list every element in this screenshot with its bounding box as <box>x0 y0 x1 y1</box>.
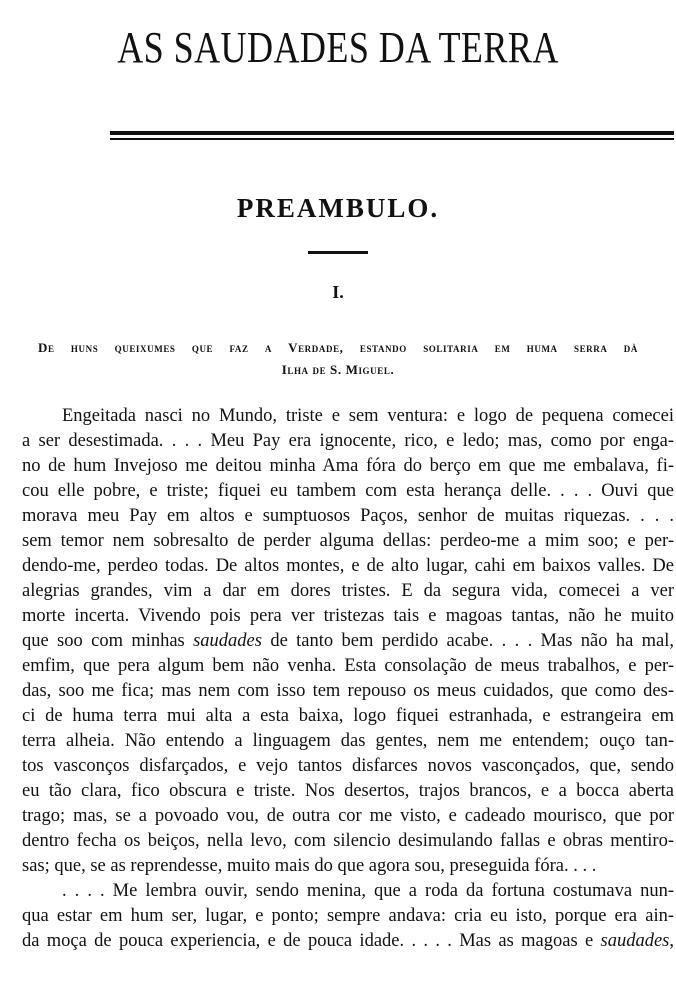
chapter-subtitle-line-1: De huns queixumes que faz a Verdade, estando solitaria em huma serra dà <box>38 340 638 355</box>
body-line: sem temor nem sobresalto de perder alguma dellas: perdeo-me a mim soo; e per- <box>22 531 674 551</box>
body-line: morte incerta. Vivendo pois pera ver tristezas tais e magoas tantas, não he muito <box>22 606 674 626</box>
body-line: a ser desestimada. . . . Meu Pay era ignocente, rico, e ledo; mas, como por enga- <box>22 431 674 451</box>
heading-divider <box>308 251 368 254</box>
body-line: dendo-me, perdeo todas. De altos montes, e de alto lugar, cahi em baixos valles. De <box>22 556 674 576</box>
body-line: . . . . Me lembra ouvir, sendo menina, que a roda da fortuna costumava nun- <box>62 881 674 901</box>
body-line: terra alheia. Não entendo a linguagem das gentes, nem me entendem; ouço tan- <box>22 731 674 751</box>
body-line: das, soo me fica; mas nem com isso tem repouso os meus cuidados, que como des- <box>22 681 674 701</box>
body-line: morava meu Pay em altos e sumptuosos Paços, senhor de muitas riquezas. . . . <box>22 506 674 526</box>
body-line: qua estar em hum ser, lugar, e ponto; sempre andava: cria eu isto, porque era ain- <box>22 906 674 926</box>
body-line: alegrias grandes, vim a dar em dores tristes. E da segura vida, comecei a ver <box>22 581 674 601</box>
emphasis-text: saudades <box>600 931 670 951</box>
body-line: cou elle pobre, e triste; fiquei eu tambem com esta herança delle. . . . Ouvi que <box>22 481 674 501</box>
body-line: Engeitada nasci no Mundo, triste e sem ventura: e logo de pequena comecei <box>62 406 674 426</box>
chapter-subtitle-line-2: Ilha de S. Miguel. <box>281 362 395 377</box>
body-line: tos vasconços disfarçados, e vejo tantos disfarces novos vasconçados, que, sendo <box>22 756 674 776</box>
book-title: AS SAUDADES DA TERRA <box>117 23 559 72</box>
body-line: ci de huma terra mui alta a esta baixa, logo fiquei estranhada, e estrangeira em <box>22 706 674 726</box>
body-line: emfim, que pera algum bem não venha. Esta consolação de meus trabalhos, e per- <box>22 656 674 676</box>
body-line: sas; que, se as reprendesse, muito mais do que agora sou, preseguida fóra. . . . <box>22 856 597 876</box>
body-line: eu tão clara, fico obscura e triste. Nos desertos, trajos brancos, e a bocca aberta <box>22 781 674 801</box>
body-line: da moça de pouca experiencia, e de pouca idade. . . . . Mas as magoas e saudades, <box>22 931 674 951</box>
body-line: trago; mas, se a povoado vou, de outra cor me visto, e cadeado mourisco, que por <box>22 806 674 826</box>
body-line: que soo com minhas saudades de tanto bem perdido acabe. . . . Mas não ha mal, <box>22 631 674 651</box>
emphasis-text: saudades <box>193 631 262 651</box>
section-heading: PREAMBULO. <box>236 193 440 223</box>
body-line: no de hum Invejoso me deitou minha Ama fóra do berço em que me embalava, fi- <box>22 456 674 476</box>
title-rule-thin <box>110 138 674 140</box>
title-rule-thick <box>110 131 674 135</box>
chapter-number: I. <box>332 282 344 302</box>
body-line: dentro fecha os beiços, nella levo, com silencio desimulando fallas e obras mentiro- <box>22 831 674 851</box>
